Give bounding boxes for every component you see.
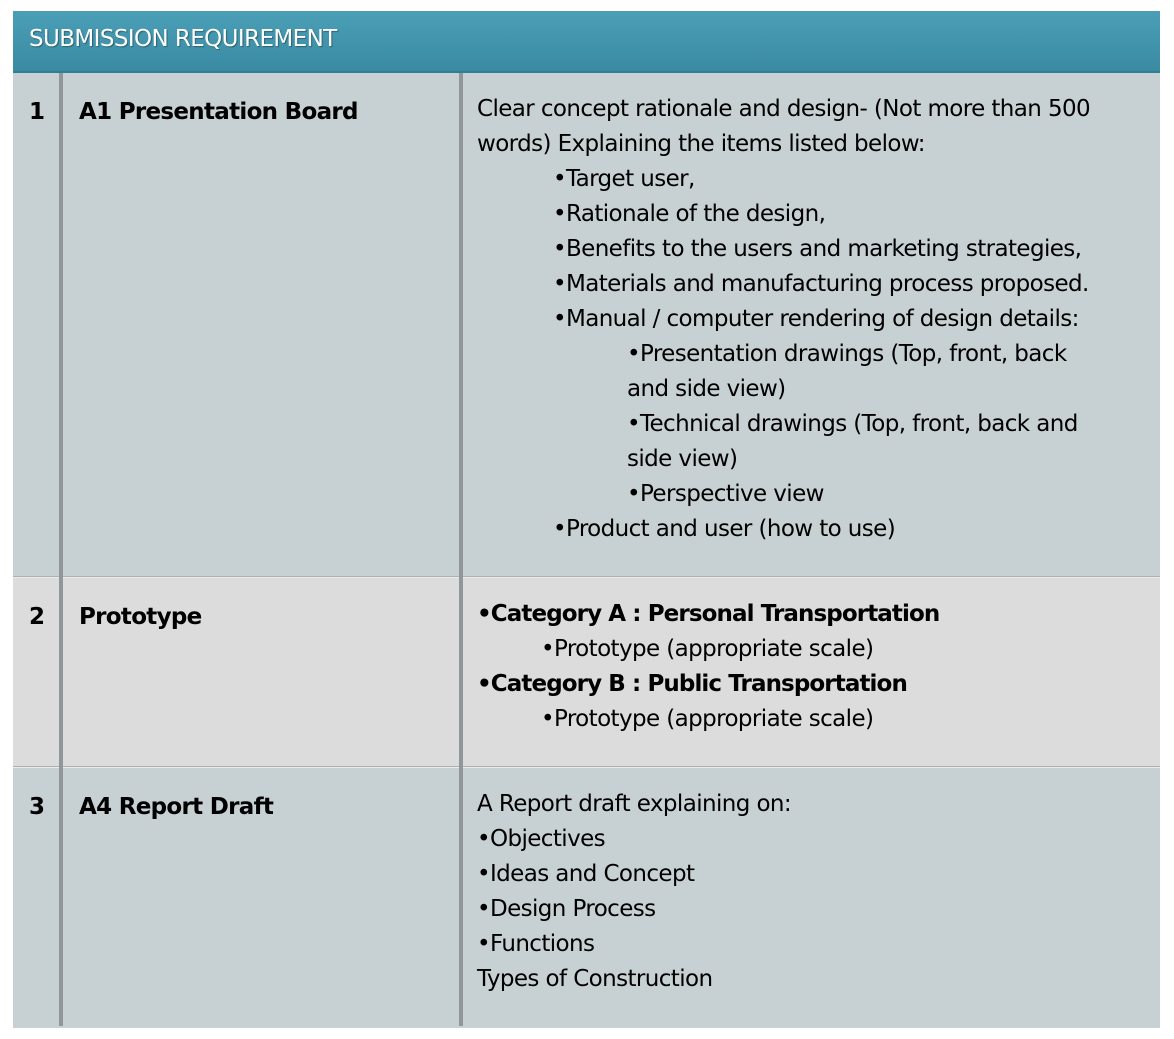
- table-row-2: [13, 578, 1160, 768]
- category-item: •Category A : Personal Transportation: [477, 601, 940, 627]
- item-description: [477, 787, 1147, 997]
- table-row-1: [13, 73, 1160, 578]
- table-title: SUBMISSION REQUIREMENT: [29, 26, 337, 52]
- list-item: •Ideas and Concept: [477, 861, 695, 887]
- description-line: A Report draft explaining on:: [477, 791, 792, 817]
- list-item: •Design Process: [477, 896, 656, 922]
- list-item: •Rationale of the design,: [553, 201, 826, 227]
- sub-list-item: side view): [627, 446, 738, 472]
- sub-list-item: •Perspective view: [627, 481, 824, 507]
- description-line: Types of Construction: [477, 966, 713, 992]
- list-item: •Target user,: [553, 166, 695, 192]
- column-divider: [459, 73, 463, 1026]
- list-item: •Product and user (how to use): [553, 516, 896, 542]
- sub-list-item: and side view): [627, 376, 786, 402]
- item-description: [477, 597, 1147, 737]
- description-line: Clear concept rationale and design- (Not more than 500: [477, 96, 1091, 122]
- row-number: 1: [29, 99, 46, 125]
- item-name: A4 Report Draft: [79, 794, 274, 820]
- list-item: •Materials and manufacturing process proposed.: [553, 271, 1089, 297]
- item-name: Prototype: [79, 604, 202, 630]
- sub-list-item: •Presentation drawings (Top, front, back: [627, 341, 1067, 367]
- list-item: •Manual / computer rendering of design details:: [553, 306, 1079, 332]
- list-item: •Functions: [477, 931, 595, 957]
- sub-list-item: •Prototype (appropriate scale): [541, 706, 874, 732]
- sub-list-item: •Technical drawings (Top, front, back and: [627, 411, 1078, 437]
- column-divider: [59, 73, 63, 1026]
- item-name: A1 Presentation Board: [79, 99, 358, 125]
- item-description: [477, 92, 1147, 547]
- category-item: •Category B : Public Transportation: [477, 671, 907, 697]
- row-number: 2: [29, 604, 46, 630]
- list-item: •Objectives: [477, 826, 606, 852]
- submission-requirement-table: [11, 9, 1162, 1028]
- row-number: 3: [29, 794, 46, 820]
- list-item: •Benefits to the users and marketing strategies,: [553, 236, 1082, 262]
- sub-list-item: •Prototype (appropriate scale): [541, 636, 874, 662]
- description-line: words) Explaining the items listed below:: [477, 131, 925, 157]
- table-header: [13, 11, 1160, 73]
- table-row-3: [13, 768, 1160, 1028]
